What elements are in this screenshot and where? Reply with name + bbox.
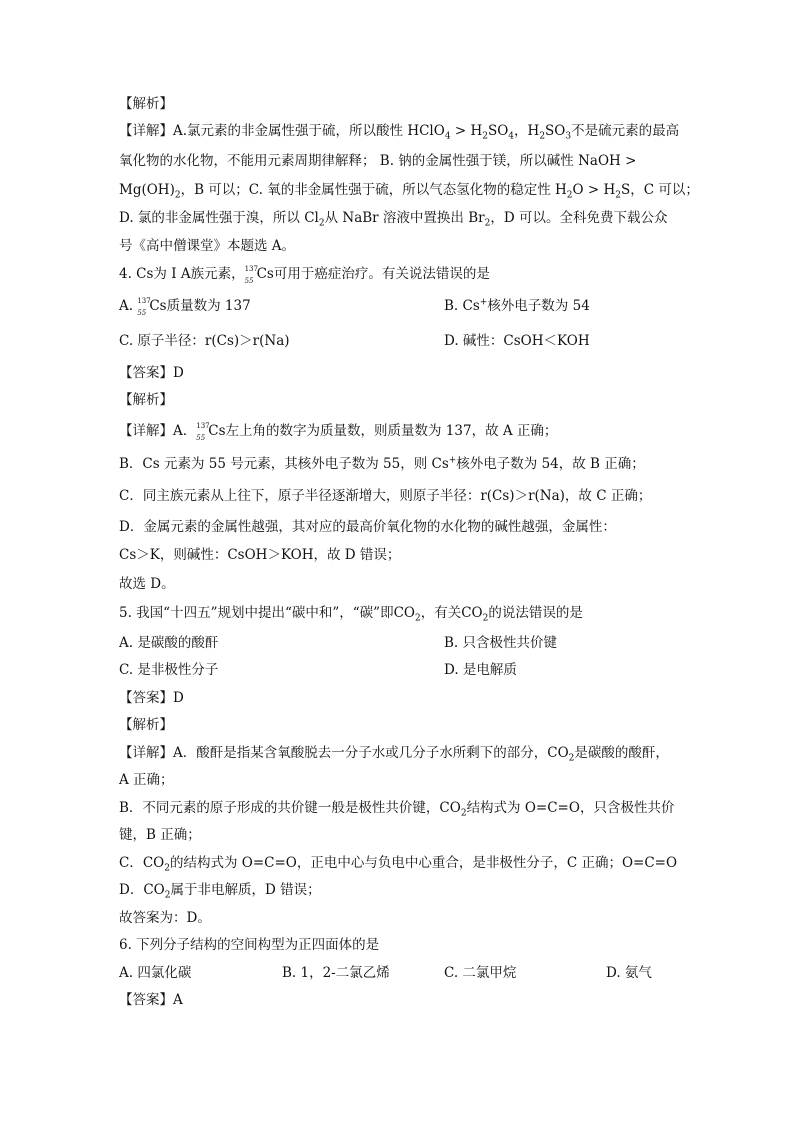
q3-detail-line-1: 【详解】A.氯元素的非金属性强于硫，所以酸性 HClO$_4$ > $H_2SO_4$，$H_2SO_3$不是硫元素的最高 [119, 123, 680, 142]
q4-answer: 【答案】D [119, 365, 184, 381]
q6-option-a: A. 四氯化碳 [119, 965, 192, 981]
q4-analysis-tag: 【解析】 [119, 392, 173, 408]
q4-option-d: D. 碱性：CsOH＜KOH [444, 333, 590, 349]
q5-conclusion: 故答案为：D。 [119, 910, 211, 926]
q5-detail-c: C．$CO_2$的结构式为 O=C=O，正电中心与负电中心重合，是非极性分子，C 正确；O=C=O [119, 855, 678, 874]
q6-answer: 【答案】A [119, 992, 183, 1008]
nuclide-cs-137: 137 55 [137, 297, 151, 317]
q5-option-b: B. 只含极性共价键 [444, 635, 558, 651]
q4-conclusion: 故选 D。 [119, 576, 175, 592]
q3-analysis-tag: 【解析】 [119, 96, 173, 112]
q6-stem: 6. 下列分子结构的空间构型为正四面体的是 [119, 937, 380, 953]
q5-answer: 【答案】D [119, 690, 184, 706]
q5-option-a: A. 是碳酸的酸酐 [119, 635, 219, 651]
q6-option-d: D. 氨气 [606, 965, 652, 981]
q6-option-c: C. 二氯甲烷 [444, 965, 517, 981]
nuclide-cs-137: 137 55 [244, 265, 258, 285]
q4-option-c: C. 原子半径：r(Cs)＞r(Na) [119, 333, 290, 349]
q5-detail-b2: 键，B 正确； [119, 827, 201, 843]
q4-detail-d: D．金属元素的金属性越强，其对应的最高价氧化物的水化物的碱性越强，金属性： [119, 519, 616, 535]
q5-detail-a: 【详解】A．酸酐是指某含氧酸脱去一分子水或几分子水所剩下的部分，$CO_2$是碳酸的酸酐， [119, 745, 669, 764]
q4-option-b: B. Cs+核外电子数为 54 [444, 297, 590, 314]
nuclide-cs-137: 137 55 [196, 422, 210, 442]
q4-option-a: A. 137 55 Cs质量数为 137 [119, 297, 251, 317]
q5-option-d: D. 是电解质 [444, 662, 517, 678]
q6-option-b: B. 1，2-二氯乙烯 [282, 965, 390, 981]
q3-detail-line-3: $Mg(OH)_2$，B 可以；C. 氧的非金属性强于硫，所以气态氢化物的稳定性 $H_2O > H_2S$，C 可以； [119, 182, 699, 201]
q5-stem: 5. 我国“十四五”规划中提出“碳中和”，“碳”即$CO_2$，有关$CO_2$的说法错误的是 [119, 605, 583, 624]
q5-detail-d: D．$CO_2$属于非电解质，D 错误； [119, 882, 321, 901]
q4-detail-b: B．Cs 元素为 55 号元素，其核外电子数为 55，则 Cs+核外电子数为 54，故 B 正确； [119, 455, 645, 472]
q4-stem: 4. Cs为 I A族元素， 137 55 Cs可用于癌症治疗。有关说法错误的是 [119, 265, 490, 285]
q4-detail-a: 【详解】A． 137 55 Cs左上角的数字为质量数，则质量数为 137，故 A 正确； [119, 422, 558, 442]
q5-detail-b: B．不同元素的原子形成的共价键一般是极性共价键，$CO_2$结构式为 O=C=O，只含极性共价 [119, 800, 675, 819]
q4-detail-c: C．同主族元素从上往下，原子半径逐渐增大，则原子半径：r(Cs)＞r(Na)，故 C 正确； [119, 488, 652, 504]
q3-detail-line-4: D. 氯的非金属性强于溴，所以 $Cl_2$从 NaBr 溶液中置换出 $Br_2$，D 可以。全科免费下载公众 [119, 210, 668, 229]
q4-detail-e: Cs＞K，则碱性：CsOH＞KOH，故 D 错误； [119, 547, 401, 563]
q3-detail-line-2: 氧化物的水化物，不能用元素周期律解释； B. 钠的金属性强于镁，所以碱性 NaOH > [119, 153, 637, 169]
q5-analysis-tag: 【解析】 [119, 717, 173, 733]
q3-detail-line-5: 号《高中僧课堂》本题选 A。 [119, 238, 296, 254]
q5-option-c: C. 是非极性分子 [119, 662, 219, 678]
q5-detail-a2: A 正确； [119, 772, 174, 788]
